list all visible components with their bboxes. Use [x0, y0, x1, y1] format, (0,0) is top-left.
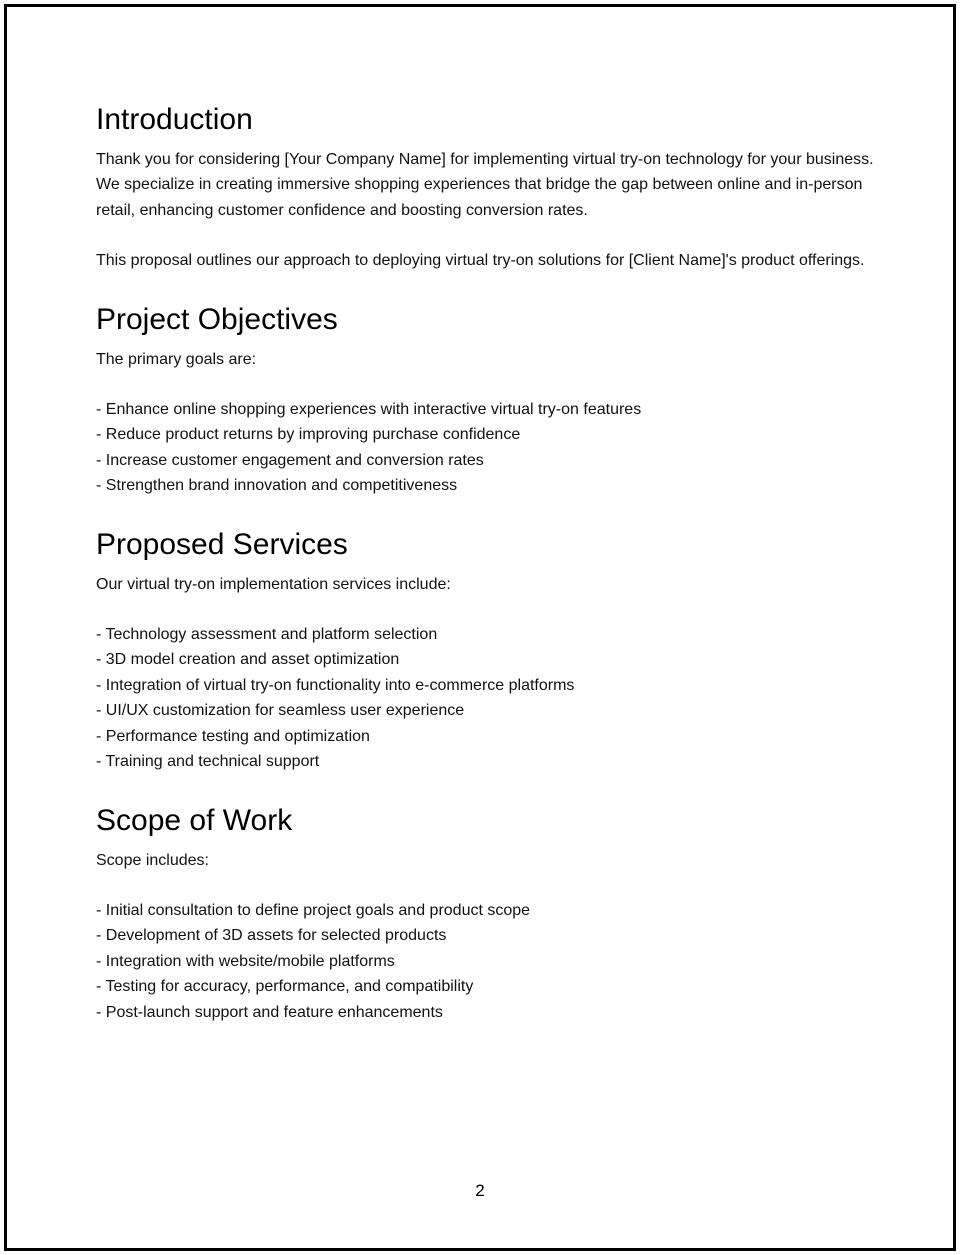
- list-item: - Increase customer engagement and conversion rates: [96, 451, 484, 469]
- list-item: - UI/UX customization for seamless user experience: [96, 702, 465, 720]
- introduction-paragraph: Thank you for considering [Your Company Name] for implementing virtual try-on technology for your business. We specialize in creating immersive shopping experiences that bridge the gap between online and in-person retail, enhancing customer confidence and boosting conversion rates.: [96, 151, 874, 219]
- objectives-list: [96, 397, 876, 499]
- services-section: [96, 524, 876, 775]
- scope-section: [96, 800, 876, 1025]
- scope-heading: Scope of Work: [96, 803, 293, 837]
- list-item: - Initial consultation to define project goals and product scope: [96, 901, 531, 919]
- objectives-section: [96, 299, 876, 499]
- scope-list: [96, 898, 876, 1025]
- list-item: - Enhance online shopping experiences with interactive virtual try-on features: [96, 401, 642, 419]
- page-number: 2: [475, 1181, 485, 1200]
- objectives-heading: Project Objectives: [96, 302, 338, 336]
- introduction-heading: Introduction: [96, 103, 253, 136]
- services-list: [96, 622, 876, 774]
- list-item: - Integration with website/mobile platforms: [96, 952, 395, 970]
- services-heading: Proposed Services: [96, 527, 348, 561]
- list-item: - Performance testing and optimization: [96, 727, 370, 745]
- list-item: - Strengthen brand innovation and competitiveness: [96, 477, 458, 495]
- list-item: - Development of 3D assets for selected products: [96, 927, 447, 945]
- page-content: [96, 99, 876, 1050]
- introduction-paragraph: This proposal outlines our approach to deploying virtual try-on solutions for [Client Name]'s product offerings.: [96, 252, 865, 270]
- list-item: - Training and technical support: [96, 753, 320, 771]
- list-item: - Technology assessment and platform selection: [96, 626, 438, 644]
- scope-intro: Scope includes:: [96, 851, 209, 869]
- list-item: - Reduce product returns by improving purchase confidence: [96, 426, 521, 444]
- services-intro: Our virtual try-on implementation services include:: [96, 575, 451, 593]
- objectives-intro: The primary goals are:: [96, 350, 257, 368]
- list-item: - Integration of virtual try-on functionality into e-commerce platforms: [96, 676, 575, 694]
- list-item: - Post-launch support and feature enhancements: [96, 1003, 443, 1021]
- document-page: [4, 4, 956, 1251]
- list-item: - 3D model creation and asset optimization: [96, 651, 400, 669]
- list-item: - Testing for accuracy, performance, and compatibility: [96, 978, 474, 996]
- introduction-section: [96, 99, 876, 274]
